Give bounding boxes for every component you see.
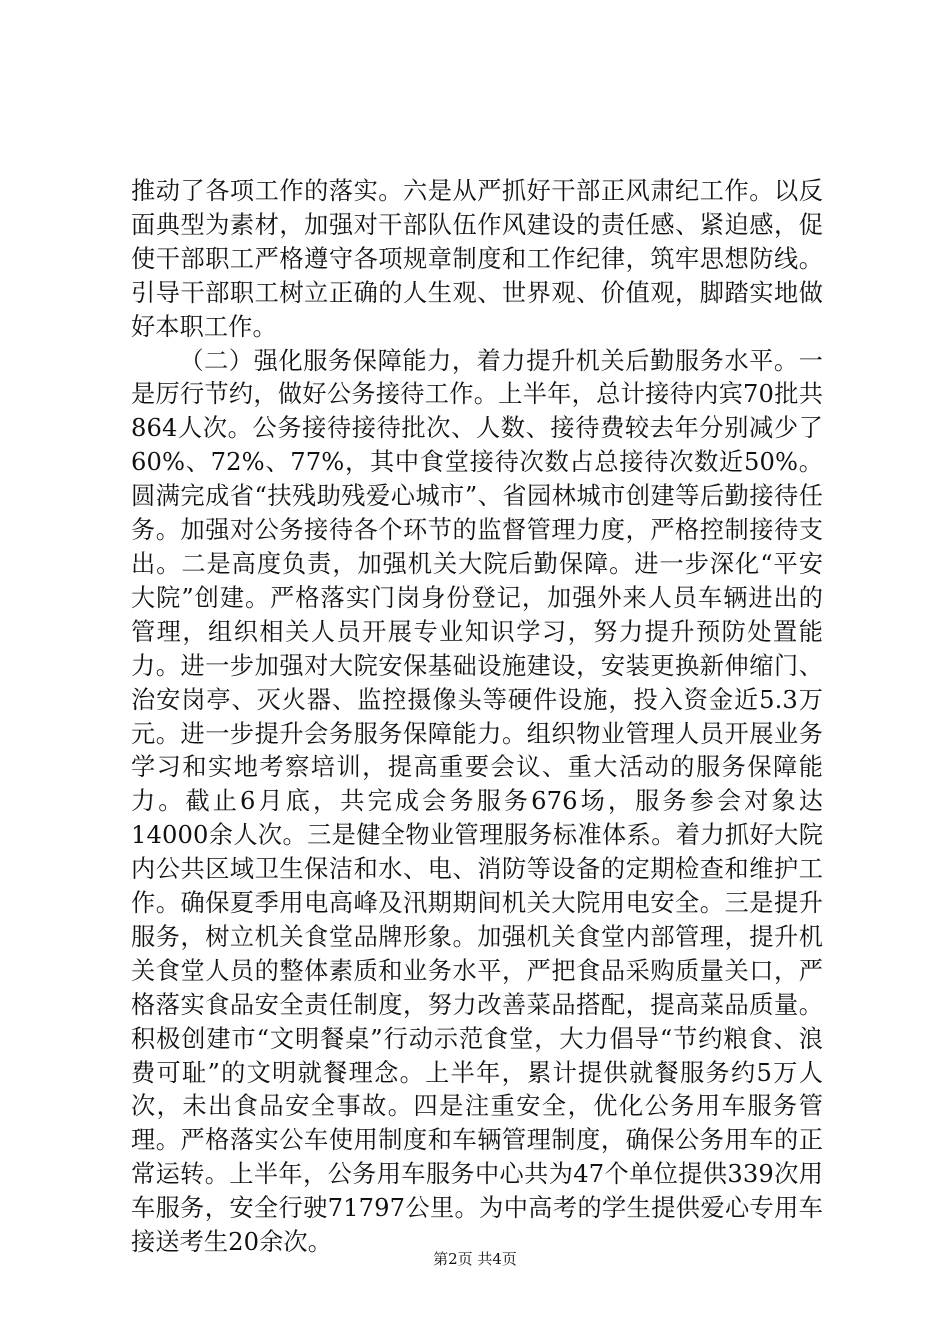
- paragraph-continuation: 推动了各项工作的落实。六是从严抓好干部正风肃纪工作。以反面典型为素材，加强对干部队伍作风建设的责任感、紧迫感，促使干部职工严格遵守各项规章制度和工作纪律，筑牢思想防线。引导干部职工树立正确的人生观、世界观、价值观，脚踏实地做好本职工作。: [131, 177, 823, 341]
- page-number-footer: 第2页 共4页: [433, 1250, 517, 1268]
- paragraph-section-two: （二）强化服务保障能力，着力提升机关后勤服务水平。一是厉行节约，做好公务接待工作。上半年，总计接待内宾70批共864人次。公务接待接待批次、人数、接待费较去年分别减少了60%、72%、77%，其中食堂接待次数占总接待次数近50%。圆满完成省“扶残助残爱心城市”、省园林城市创建等后勤接待任务。加强对公务接待各个环节的监督管理力度，严格控制接待支出。二是高度负责，加强机关大院后勤保障。进一步深化“平安大院”创建。严格落实门岗身份登记，加强外来人员车辆进出的管理，组织相关人员开展专业知识学习，努力提升预防处置能力。进一步加强对大院安保基础设施建设，安装更换新伸缩门、治安岗亭、灭火器、监控摄像头等硬件设施，投入资金近5.3万元。进一步提升会务服务保障能力。组织物业管理人员开展业务学习和实地考察培训，提高重要会议、重大活动的服务保障能力。截止6月底，共完成会务服务676场，服务参会对象达14000余人次。三是健全物业管理服务标准体系。着力抓好大院内公共区域卫生保洁和水、电、消防等设备的定期检查和维护工作。确保夏季用电高峰及汛期期间机关大院用电安全。三是提升服务，树立机关食堂品牌形象。加强机关食堂内部管理，提升机关食堂人员的整体素质和业务水平，严把食品采购质量关口，严格落实食品安全责任制度，努力改善菜品搭配，提高菜品质量。积极创建市“文明餐桌”行动示范食堂，大力倡导“节约粮食、浪费可耻”的文明就餐理念。上半年，累计提供就餐服务约5万人次，未出食品安全事故。四是注重安全，优化公务用车服务管理。严格落实公车使用制度和车辆管理制度，确保公务用车的正常运转。上半年，公务用车服务中心共为47个单位提供339次用车服务，安全行驶71797公里。为中高考的学生提供爱心专用车接送考生20余次。: [131, 346, 823, 1257]
- document-body: [131, 175, 823, 1260]
